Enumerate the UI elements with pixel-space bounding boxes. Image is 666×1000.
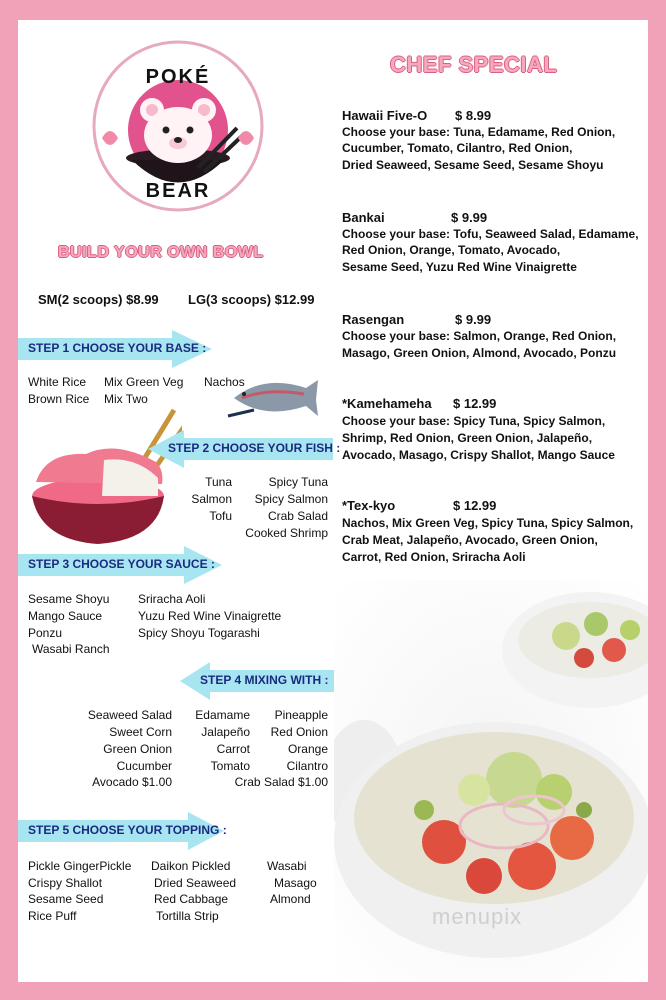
topping-item: Wasabi [267,859,307,873]
poke-bowl-illustration-icon [26,400,182,550]
mix-item: Orange [287,742,328,756]
mix-item: Cucumber [116,759,172,773]
special-desc-line: Carrot, Red Onion, Sriracha Aoli [342,550,526,564]
mix-item: Edamame [195,708,250,722]
special-name: Rasengan [342,312,405,327]
special-desc-line: Choose your base: Salmon, Orange, Red Onion, [342,329,617,343]
special-desc-line: Dried Seaweed, Sesame Seed, Sesame Shoyu [342,158,604,172]
size-large: LG(3 scoops) $12.99 [188,292,315,307]
base-item: Mix Two [104,392,148,406]
mix-item: Seaweed Salad [87,708,172,722]
special-name: *Tex-kyo [342,498,396,513]
special-desc-line: Choose your base: Tuna, Edamame, Red Onion, [342,125,616,139]
fish-item: Tuna [205,475,232,489]
mix-item: Crab Salad $1.00 [234,775,328,789]
special-desc-line: Crab Meat, Jalapeño, Avocado, Green Onion, [342,533,598,547]
step-4-label: STEP 4 MIXING WITH : [200,673,329,687]
special-desc-line: Nachos, Mix Green Veg, Spicy Tuna, Spicy Salmon, [342,516,634,530]
special-desc-line: Cucumber, Tomato, Cilantro, Red Onion, [342,141,573,155]
topping-item: Masago [274,876,317,890]
chef-special-title: CHEF SPECIAL [390,52,558,77]
menu-page [18,20,648,982]
topping-item: Almond [270,892,311,906]
logo [92,40,264,212]
topping-item: Dried Seaweed [154,876,237,890]
base-item: Brown Rice [28,392,90,406]
sauce-item: Sesame Shoyu [28,592,110,606]
mix-item: Tomato [210,759,250,773]
fish-item: Salmon [191,492,232,506]
step-1-label: STEP 1 CHOOSE YOUR BASE : [28,341,207,355]
special-price: $ 8.99 [455,108,492,123]
watermark: menupix [432,904,523,929]
step-2-arrow [148,430,341,468]
base-item: Mix Green Veg [104,375,184,389]
step-3-arrow [18,546,222,584]
step-5-arrow [18,812,227,850]
special-desc-line: Shrimp, Red Onion, Green Onion, Jalapeño, [342,431,593,445]
special-desc-line: Red Onion, Orange, Tomato, Avocado, [342,243,561,257]
mix-item: Pineapple [274,708,328,722]
topping-item: Tortilla Strip [156,909,219,923]
topping-item: Pickle GingerPickle [28,859,132,873]
step-3-label: STEP 3 CHOOSE YOUR SAUCE : [28,557,215,571]
build-your-own-title: BUILD YOUR OWN BOWL [58,244,264,261]
special-name: Hawaii Five-O [342,108,428,123]
sauce-item: Mango Sauce [28,609,103,623]
step-2-label: STEP 2 CHOOSE YOUR FISH : [168,441,341,455]
fish-item: Tofu [209,509,232,523]
fish-illustration-icon [224,370,320,422]
sauce-item: Wasabi Ranch [32,642,110,656]
mix-item: Green Onion [103,742,172,756]
sauce-item: Spicy Shoyu Togarashi [138,626,260,640]
mix-item: Avocado $1.00 [92,775,172,789]
fish-item: Crab Salad [267,509,328,523]
topping-item: Crispy Shallot [28,876,103,890]
special-desc-line: Masago, Green Onion, Almond, Avocado, Ponzu [342,346,617,360]
special-desc-line: Avocado, Masago, Crispy Shallot, Mango Sauce [342,448,615,462]
special-name: Bankai [342,210,385,225]
special-desc-line: Sesame Seed, Yuzu Red Wine Vinaigrette [342,260,577,274]
logo-bottom-text: BEAR [145,180,211,202]
topping-item: Red Cabbage [154,892,229,906]
mix-item: Red Onion [270,725,328,739]
special-name: *Kamehameha [342,396,432,411]
special-price: $ 9.99 [451,210,488,225]
special-desc-line: Choose your base: Tofu, Seaweed Salad, Edamame, [342,227,639,241]
topping-item: Rice Puff [28,909,77,923]
special-price: $ 12.99 [453,396,497,411]
step-4-arrow [180,662,334,700]
special-desc-line: Choose your base: Spicy Tuna, Spicy Salmon, [342,414,606,428]
special-price: $ 12.99 [453,498,497,513]
topping-item: Daikon Pickled [151,859,231,873]
topping-item: Sesame Seed [28,892,104,906]
logo-top-text: POKÉ [145,66,211,88]
mix-item: Jalapeño [201,725,250,739]
base-item: White Rice [28,375,87,389]
mix-item: Cilantro [286,759,328,773]
fish-item: Cooked Shrimp [245,526,328,540]
mix-item: Carrot [216,742,250,756]
fish-item: Spicy Salmon [254,492,328,506]
special-price: $ 9.99 [455,312,492,327]
fish-item: Spicy Tuna [268,475,328,489]
base-item: Nachos [204,375,245,389]
sauce-item: Yuzu Red Wine Vinaigrette [138,609,282,623]
sauce-item: Sriracha Aoli [138,592,206,606]
size-small: SM(2 scoops) $8.99 [38,292,159,307]
step-1-arrow [18,330,212,368]
sauce-item: Ponzu [28,626,63,640]
step-5-label: STEP 5 CHOOSE YOUR TOPPING : [28,823,227,837]
mix-item: Sweet Corn [109,725,172,739]
